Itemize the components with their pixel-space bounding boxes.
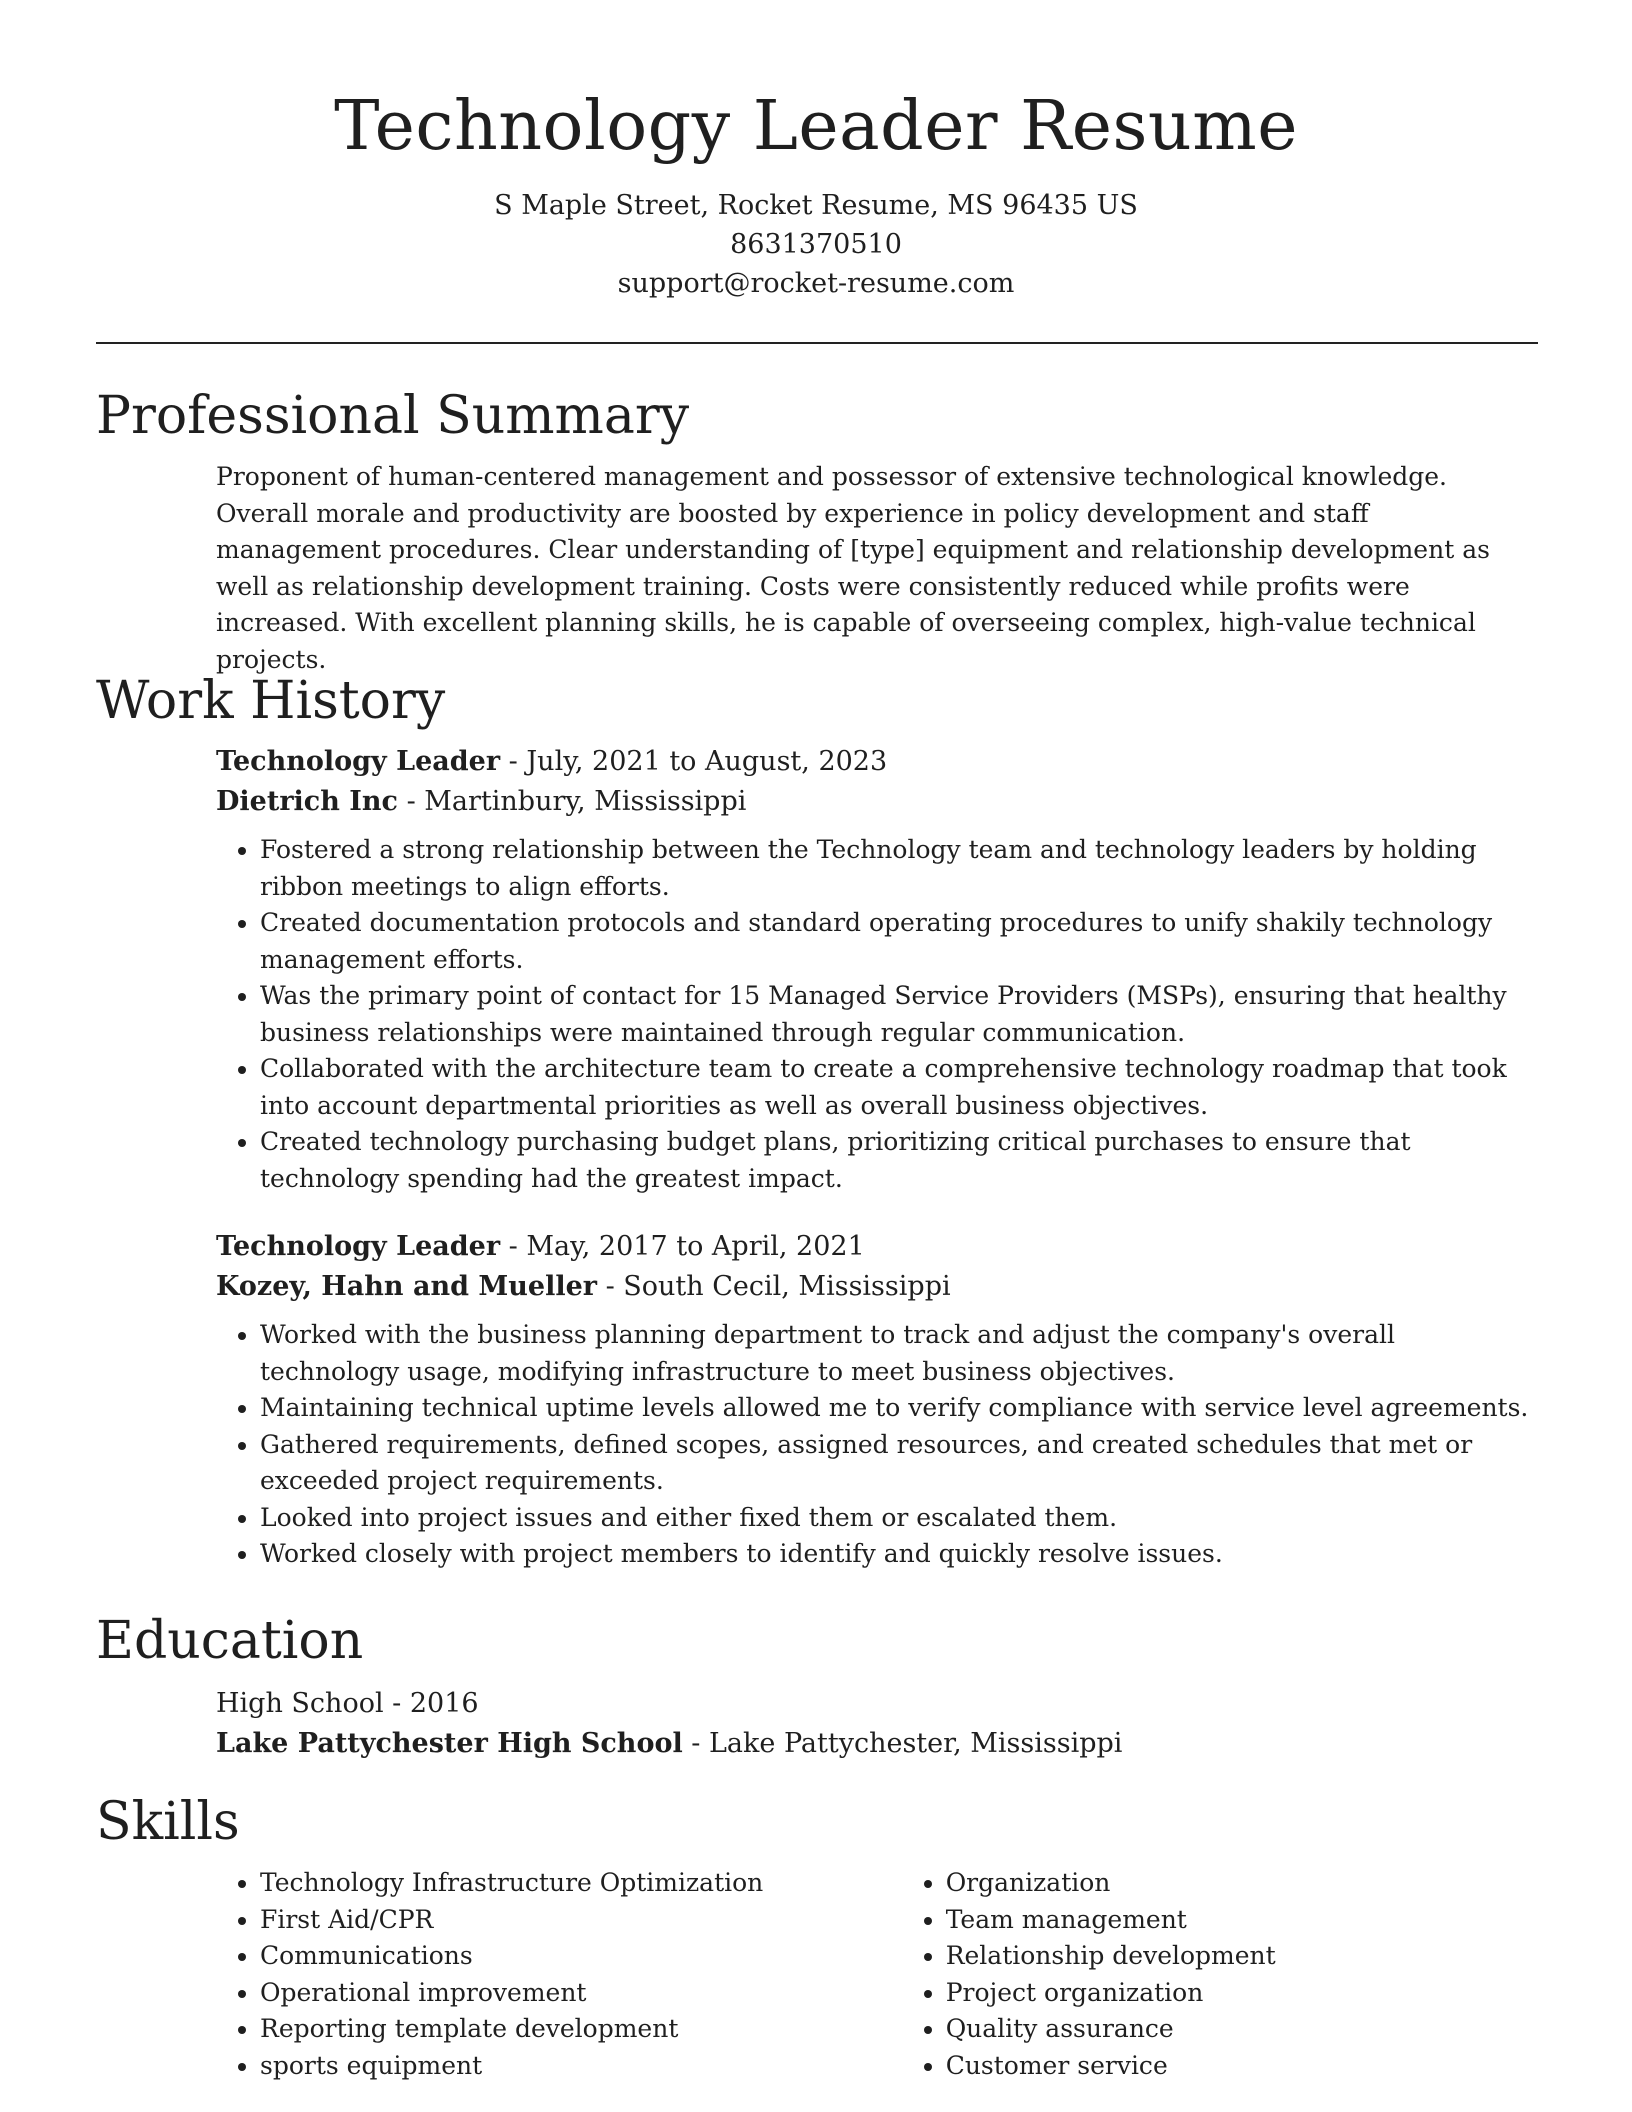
contact-phone: 8631370510 bbox=[730, 229, 902, 260]
list-item: • Looked into project issues and either fixed them or escalated them. bbox=[260, 1500, 1538, 1537]
job-company: Dietrich Inc bbox=[216, 786, 398, 817]
list-item: • Project organization bbox=[946, 1975, 1538, 2012]
list-item: • Worked closely with project members to identify and quickly resolve issues. bbox=[260, 1536, 1538, 1573]
job-title: Technology Leader bbox=[216, 746, 501, 777]
section-heading: Professional Summary bbox=[96, 386, 690, 446]
job-location: - South Cecil, Mississippi bbox=[596, 1271, 951, 1302]
list-item: • Reporting template development bbox=[260, 2011, 902, 2048]
header-divider bbox=[96, 342, 1538, 344]
list-item: • Team management bbox=[946, 1902, 1538, 1939]
job-bullets bbox=[216, 832, 1538, 1197]
list-item: • Was the primary point of contact for 15 Managed Service Providers (MSPs), ensuring that healthy business relationships were maintained through regular communication. bbox=[260, 978, 1538, 1051]
education-school: Lake Pattychester High School bbox=[216, 1728, 683, 1759]
contact-email: support@rocket-resume.com bbox=[617, 268, 1015, 299]
section-skills bbox=[96, 1791, 1538, 2084]
list-item: • Organization bbox=[946, 1865, 1538, 1902]
job-company-line bbox=[216, 1267, 1538, 1307]
job-company-line bbox=[216, 782, 1538, 822]
list-item: • Fostered a strong relationship between the Technology team and technology leaders by holding ribbon meetings to align efforts. bbox=[260, 832, 1538, 905]
job-entry bbox=[216, 1227, 1538, 1573]
list-item: • Created documentation protocols and standard operating procedures to unify shakily technology management efforts. bbox=[260, 905, 1538, 978]
job-dates: - May, 2017 to April, 2021 bbox=[500, 1231, 865, 1262]
list-item: • Gathered requirements, defined scopes, assigned resources, and created schedules that met or exceeded project requirements. bbox=[260, 1427, 1538, 1500]
job-dates: - July, 2021 to August, 2023 bbox=[500, 746, 888, 777]
list-item: • Communications bbox=[260, 1938, 902, 1975]
list-item: • Operational improvement bbox=[260, 1975, 902, 2012]
job-bullets bbox=[216, 1317, 1538, 1573]
skills-columns bbox=[216, 1865, 1538, 2084]
resume-title: Technology Leader Resume bbox=[334, 87, 1298, 166]
list-item: • Worked with the business planning department to track and adjust the company's overall technology usage, modifying infrastructure to meet business objectives. bbox=[260, 1317, 1538, 1390]
skills-list-right bbox=[902, 1865, 1538, 2084]
contact-block bbox=[0, 186, 1632, 303]
skills-body bbox=[216, 1865, 1538, 2084]
list-item: • Relationship development bbox=[946, 1938, 1538, 1975]
job-company: Kozey, Hahn and Mueller bbox=[216, 1271, 597, 1302]
section-education bbox=[96, 1610, 1538, 1764]
section-professional-summary bbox=[96, 385, 1538, 678]
section-heading: Work History bbox=[96, 671, 446, 731]
list-item: • Created technology purchasing budget plans, prioritizing critical purchases to ensure that technology spending had the greatest impact. bbox=[260, 1124, 1538, 1197]
education-degree-line bbox=[216, 1684, 1538, 1724]
skills-list-left bbox=[216, 1865, 902, 2084]
education-location: - Lake Pattychester, Mississippi bbox=[682, 1728, 1123, 1759]
contact-address: S Maple Street, Rocket Resume, MS 96435 US bbox=[494, 190, 1138, 221]
education-year: - 2016 bbox=[383, 1688, 479, 1719]
list-item: • Collaborated with the architecture team to create a comprehensive technology roadmap that took into account departmental priorities as well as overall business objectives. bbox=[260, 1051, 1538, 1124]
job-title-line bbox=[216, 1227, 1538, 1267]
job-entry bbox=[216, 742, 1538, 1197]
list-item: • Maintaining technical uptime levels allowed me to verify compliance with service level agreements. bbox=[260, 1390, 1538, 1427]
list-item: • sports equipment bbox=[260, 2048, 902, 2085]
job-title: Technology Leader bbox=[216, 1231, 501, 1262]
education-entry bbox=[216, 1684, 1538, 1764]
job-location: - Martinbury, Mississippi bbox=[397, 786, 747, 817]
education-school-line bbox=[216, 1724, 1538, 1764]
resume-header bbox=[0, 82, 1632, 303]
list-item: • Customer service bbox=[946, 2048, 1538, 2085]
list-item: • Quality assurance bbox=[946, 2011, 1538, 2048]
job-title-line bbox=[216, 742, 1538, 782]
summary-text: Proponent of human-centered management and possessor of extensive technological knowledge. Overall morale and productivity are boosted by experience in policy development and staff management procedures. Clear understanding of [type] equipment and relationship development as well as relationship development training. Costs were consistently reduced while profits were increased. With excellent planning skills, he is capable of overseeing complex, high-value technical projects. bbox=[216, 462, 1490, 674]
list-item: • First Aid/CPR bbox=[260, 1902, 902, 1939]
list-item: • Technology Infrastructure Optimization bbox=[260, 1865, 902, 1902]
work-entries bbox=[216, 742, 1538, 1573]
section-heading: Education bbox=[96, 1611, 364, 1671]
education-degree: High School bbox=[216, 1688, 384, 1719]
section-work-history bbox=[96, 670, 1538, 1573]
section-heading: Skills bbox=[96, 1792, 240, 1852]
